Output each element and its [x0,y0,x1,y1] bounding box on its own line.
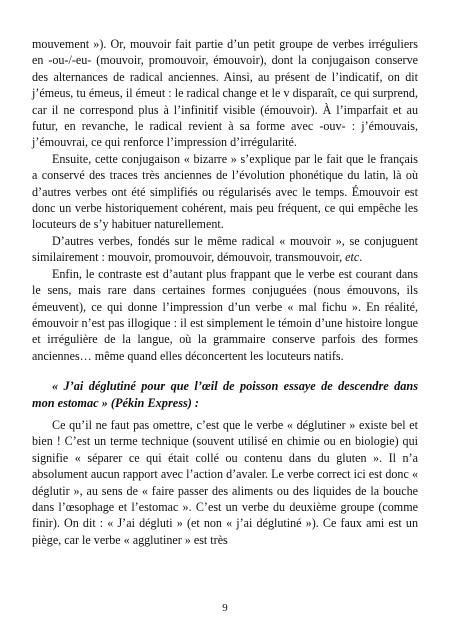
paragraph-1: mouvement »). Or, mouvoir fait partie d’un petit groupe de verbes irréguliers en -ou-/-eu- (mouvoir, promouvoir, émouvoir), dont la conjugaison conserve des alternances de radical anciennes. Ainsi, au présent de l’indicatif, on dit j’émeus, tu émeus, il émeut : le radical change et le v disparaît, ce qui surprend, car il ne correspond plus à l’infinitif visible (émouvoir). À l’imparfait et au futur, en revanche, le radical revient à sa forme avec -ouv- : j’émouvais, j’émouvrai, ce qui renforce l’impression d’irrégularité. [32,37,418,150]
paragraph-2: Ensuite, cette conjugaison « bizarre » s’explique par le fait que le français a conservé des traces très anciennes de l’évolution phonétique du latin, là où d’autres verbes ont été simplifiés ou régularisés avec le temps. Émouvoir est donc un verbe historiquement cohérent, mais peu fréquent, ce qui empêche les locuteurs de s’y habituer naturellement. [32,151,418,232]
paragraph-3-etc: etc [345,250,360,265]
paragraph-4: Enfin, le contraste est d’autant plus frappant que le verbe est courant dans le sens, mais rare dans certaines formes conjuguées (nous émouvons, ils émeuvent), ce qui donne l’impression d’un verbe « mal fichu ». En réalité, émouvoir n’est pas illogique : il est simplement le témoin d’une histoire longue et irrégulière de la langue, où la grammaire conserve parfois des formes anciennes… même quand elles déconcertent les locuteurs natifs. [32,266,418,363]
section-heading: « J’ai déglutiné pour que l’œil de poisson essaye de descendre dans mon estomac » (Pékin Express) : [32,379,418,410]
section-paragraph-1: Ce qu’il ne faut pas omettre, c’est que le verbe « déglutiner » existe bel et bien ! C’est un terme technique (souvent utilisé en chimie ou en biologie) qui signifie « séparer ce qui était collé ou contenu dans du gluten ». Il n’a absolument aucun rapport avec l’action d’avaler. Le verbe correct ici est donc « déglutir », au sens de « faire passer des aliments ou des liquides de la bouche dans l’œsophage et l’estomac ». C’est un verbe du deuxième groupe (comme finir). On dit : « J’ai dégluti » (et non « j’ai déglutiné »). Ce faux ami est un piège, car le verbe « agglutiner » est très [32,417,418,547]
page-body [32,36,418,548]
paragraph-3-end: . [359,250,363,265]
paragraph-3 [32,233,418,266]
paragraph-3-text: D’autres verbes, fondés sur le même radical « mouvoir », se conjuguent similairement : mouvoir, promouvoir, démouvoir, transmouvoir, [32,233,418,265]
page-number: 9 [222,602,228,614]
